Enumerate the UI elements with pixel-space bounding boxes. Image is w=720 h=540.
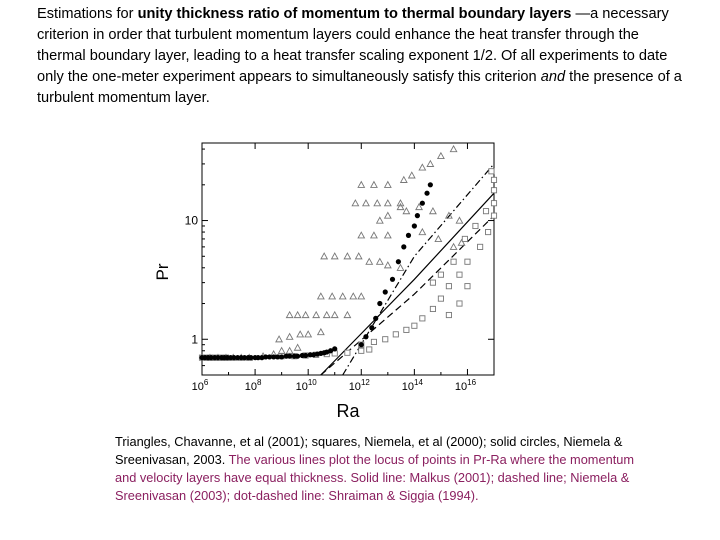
circle-point [295, 354, 300, 359]
triangle-point [397, 265, 403, 271]
triangle-point [297, 331, 303, 337]
square-point [359, 348, 364, 353]
triangle-point [371, 182, 377, 188]
triangle-point [294, 344, 300, 350]
x-axis-label: Ra [336, 401, 360, 420]
caption-colored: The various lines plot the locus of points in Pr-Ra where the momentum and velocity layers have equal thickness. Solid line: Malkus (2001); dashed line; Niemela & Sreenivasan (2003); dot-dashed line: Shraiman & Siggia (1994). [115, 452, 635, 503]
circle-point [428, 182, 433, 187]
figure-caption [115, 433, 635, 505]
triangle-point [419, 164, 425, 170]
circle-point [279, 354, 284, 359]
x-tick-label: $10^6$ [191, 378, 209, 393]
triangle-point [358, 293, 364, 299]
triangle-point [294, 312, 300, 318]
circle-point [412, 223, 417, 228]
circle-point [420, 201, 425, 206]
circle-point [369, 325, 374, 330]
intro-italic: and [540, 69, 566, 85]
y-tick-label: 10 [184, 213, 198, 228]
triangle-point [438, 153, 444, 159]
triangle-point [430, 208, 436, 214]
circle-point [377, 301, 382, 306]
triangle-point [276, 336, 282, 342]
x-tick-label: $10^{16}$ [454, 378, 477, 393]
circle-point [303, 353, 308, 358]
triangle-point [385, 212, 391, 218]
triangle-point [409, 172, 415, 178]
triangle-point [313, 312, 319, 318]
triangle-point [363, 200, 369, 206]
triangle-point [450, 244, 456, 250]
triangle-point [371, 232, 377, 238]
square-point [451, 259, 456, 264]
square-point [457, 272, 462, 277]
triangle-point [377, 217, 383, 223]
triangle-point [350, 293, 356, 299]
square-point [383, 337, 388, 342]
circle-point [359, 342, 364, 347]
x-tick-label: $10^{10}$ [295, 378, 317, 393]
triangle-point [302, 312, 308, 318]
intro-prefix: Estimations for [37, 6, 138, 22]
scatter-chart [150, 130, 520, 420]
triangle-point [427, 161, 433, 167]
triangle-point [278, 348, 284, 354]
square-point [367, 347, 372, 352]
triangle-point [321, 253, 327, 259]
intro-paragraph [37, 4, 687, 109]
circle-point [401, 244, 406, 249]
triangle-point [318, 293, 324, 299]
circle-point [373, 316, 378, 321]
triangle-point [450, 146, 456, 152]
points-layer [199, 146, 496, 360]
square-point [486, 229, 491, 234]
triangle-point [286, 348, 292, 354]
triangle-point [344, 312, 350, 318]
circle-point [363, 334, 368, 339]
square-point [465, 284, 470, 289]
square-point [438, 296, 443, 301]
square-point [430, 280, 435, 285]
square-point [491, 188, 496, 193]
x-tick-label: $10^8$ [244, 378, 262, 393]
circle-point [332, 346, 337, 351]
triangle-point [286, 312, 292, 318]
triangle-point [318, 329, 324, 335]
triangle-point [385, 232, 391, 238]
triangle-point [435, 236, 441, 242]
triangle-point [286, 334, 292, 340]
triangle-point [456, 217, 462, 223]
caption-black: Triangles, Chavanne, et al (2001); squares, Niemela, et al (2000); solid circles, Niemela & Sreenivasan, 2003. [115, 434, 623, 467]
square-point [457, 301, 462, 306]
line-layer [321, 164, 494, 375]
square-point [462, 236, 467, 241]
square-point [491, 201, 496, 206]
triangle-point [344, 253, 350, 259]
square-point [483, 209, 488, 214]
square-point [412, 323, 417, 328]
triangle-point [329, 293, 335, 299]
triangle-point [305, 331, 311, 337]
line-dot-dashed [343, 164, 494, 375]
triangle-point [374, 200, 380, 206]
square-point [371, 339, 376, 344]
square-point [446, 312, 451, 317]
triangle-point [419, 229, 425, 235]
square-point [446, 284, 451, 289]
triangle-point [366, 259, 372, 265]
circle-point [383, 289, 388, 294]
triangle-point [358, 232, 364, 238]
triangle-point [352, 200, 358, 206]
circle-point [396, 259, 401, 264]
triangle-point [403, 208, 409, 214]
square-point [491, 177, 496, 182]
square-point [430, 306, 435, 311]
circle-point [406, 233, 411, 238]
triangle-point [385, 200, 391, 206]
triangle-point [385, 182, 391, 188]
square-point [491, 213, 496, 218]
square-point [420, 316, 425, 321]
triangle-point [358, 182, 364, 188]
triangle-point [332, 253, 338, 259]
triangle-point [332, 312, 338, 318]
intro-tail: the presence of a turbulent momentum layer. [37, 69, 682, 106]
x-tick-label: $10^{12}$ [348, 378, 370, 393]
y-tick-label: 1 [191, 332, 198, 347]
circle-point [287, 354, 292, 359]
intro-bold-phrase: unity thickness ratio of momentum to thermal boundary layers [137, 6, 572, 22]
square-point [438, 272, 443, 277]
square-point [478, 244, 483, 249]
square-point [393, 332, 398, 337]
triangle-point [385, 262, 391, 268]
triangle-point [401, 177, 407, 183]
square-point [345, 350, 350, 355]
triangle-point [324, 312, 330, 318]
y-axis-label: Pr [153, 263, 172, 281]
square-point [404, 327, 409, 332]
square-point [473, 223, 478, 228]
circle-point [424, 191, 429, 196]
circle-point [390, 277, 395, 282]
triangle-point [356, 253, 362, 259]
triangle-point [377, 259, 383, 265]
x-tick-label: $10^{14}$ [401, 378, 423, 393]
circle-point [415, 213, 420, 218]
intro-body: —a necessary criterion in order that turbulent momentum layers could enhance the heat transfer through the thermal boundary layer, leading to a heat transfer scaling exponent 1/2. Of all experiments to date only the one-meter experiment appears to simultaneously satisfy this criterion [37, 6, 669, 85]
square-point [465, 259, 470, 264]
square-point [489, 169, 494, 174]
triangle-point [340, 293, 346, 299]
